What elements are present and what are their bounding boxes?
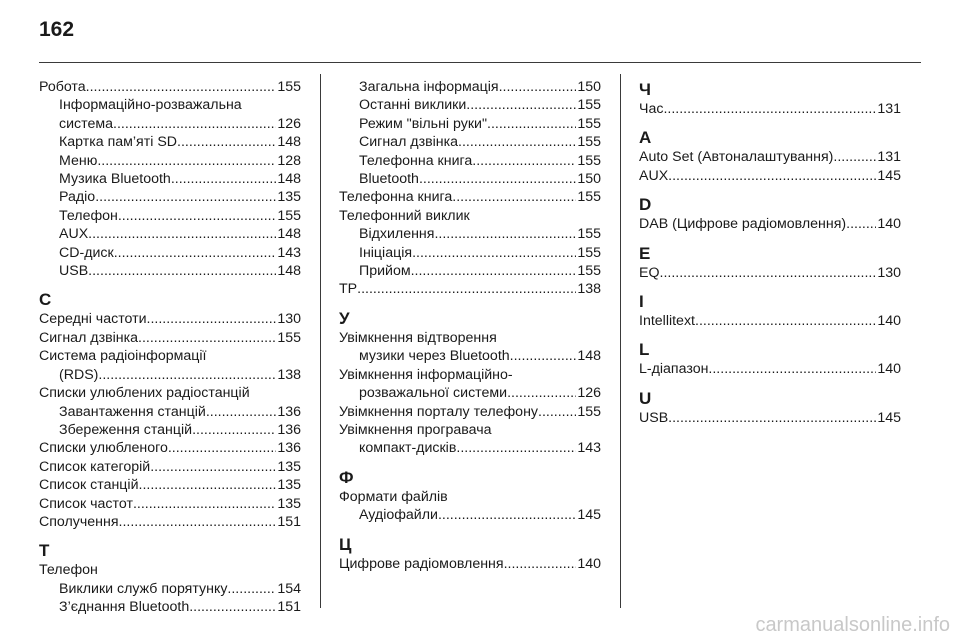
index-entry: TP ..... 138 (339, 280, 601, 298)
index-entry-text: Увімкнення інформаційно- (339, 366, 513, 383)
index-entry: Загальна інформація ..... 150 (339, 78, 601, 96)
index-entry: USB ..... 148 (39, 262, 301, 280)
index-entry: З’єднання Bluetooth ..... 151 (39, 598, 301, 616)
index-entry: Збереження станцій ..... 136 (39, 421, 301, 439)
header-rule (39, 62, 921, 63)
index-entry: Радіо ..... 135 (39, 188, 301, 206)
index-entry: Картка пам’яті SD ..... 148 (39, 133, 301, 151)
index-entry: Аудіофайли ..... 145 (339, 506, 601, 524)
index-entry: Bluetooth ..... 150 (339, 170, 601, 188)
index-entry: Останні виклики ..... 155 (339, 96, 601, 114)
index-entry: (RDS) ..... 138 (39, 366, 301, 384)
index-letter-heading: С (39, 290, 52, 310)
index-entry: система ..... 126 (39, 115, 301, 133)
index-entry: Меню ..... 128 (39, 152, 301, 170)
index-entry: Телефонна книга ..... 155 (339, 152, 601, 170)
index-letter-heading: Ф (339, 467, 354, 487)
index-entry: музики через Bluetooth ..... 148 (339, 347, 601, 365)
column-divider (320, 74, 321, 608)
index-entry: Intellitext ..... 140 (639, 312, 901, 330)
watermark-text: carmanualsonline.info (755, 614, 950, 636)
index-entry-text: Увімкнення відтворення (339, 329, 497, 346)
index-letter-heading: E (639, 243, 651, 263)
index-letter-heading: U (639, 388, 652, 408)
index-letter-heading: У (339, 308, 350, 328)
column-divider (620, 74, 621, 608)
index-entry: Auto Set (Автоналаштування) ..... 131 (639, 148, 901, 166)
index-entry: Робота ..... 155 (39, 78, 301, 96)
index-column-1 (39, 78, 301, 617)
index-letter-heading: Т (39, 541, 50, 561)
index-entry: Режим "вільні руки" ..... 155 (339, 115, 601, 133)
index-entry: Ініціація ..... 155 (339, 244, 601, 262)
index-entry: Телефон ..... 155 (39, 207, 301, 225)
index-column-3 (639, 78, 901, 427)
index-entry-text: Увімкнення програвача (339, 421, 492, 438)
index-entry-text: Система радіоінформації (39, 348, 207, 365)
index-column-2 (339, 78, 601, 573)
index-entry: Відхилення ..... 155 (339, 225, 601, 243)
index-letter-heading: L (639, 340, 650, 360)
index-letter-heading: Ц (339, 534, 352, 554)
index-entry: Сигнал дзвінка ..... 155 (39, 329, 301, 347)
index-entry-text: Інформаційно-розважальна (59, 97, 242, 114)
index-entry: EQ ..... 130 (639, 264, 901, 282)
index-entry: AUX ..... 145 (639, 167, 901, 185)
index-entry-text: Телефон (39, 562, 98, 579)
index-entry: DAB (Цифрове радіомовлення) ..... 140 (639, 215, 901, 233)
index-entry: Списки улюбленого ..... 136 (39, 439, 301, 457)
index-entry: AUX ..... 148 (39, 225, 301, 243)
page-number: 162 (39, 18, 75, 41)
index-entry: Виклики служб порятунку ..... 154 (39, 580, 301, 598)
index-entry: Час ..... 131 (639, 100, 901, 118)
index-entry: Список частот ..... 135 (39, 495, 301, 513)
index-entry-text: Списки улюблених радіостанцій (39, 385, 250, 402)
index-entry: компакт-дисків ..... 143 (339, 439, 601, 457)
index-entry: CD-диск ..... 143 (39, 244, 301, 262)
index-entry: Список станцій ..... 135 (39, 476, 301, 494)
index-entry: розважальної системи ..... 126 (339, 384, 601, 402)
index-entry: Сполучення ..... 151 (39, 513, 301, 531)
index-entry-text: Формати файлів (339, 488, 448, 505)
index-entry: Телефонна книга ..... 155 (339, 188, 601, 206)
index-entry: Сигнал дзвінка ..... 155 (339, 133, 601, 151)
index-entry: Завантаження станцій ..... 136 (39, 403, 301, 421)
index-letter-heading: D (639, 195, 652, 215)
index-entry: Список категорій ..... 135 (39, 458, 301, 476)
index-letter-heading: I (639, 292, 644, 312)
index-letter-heading: Ч (639, 80, 651, 99)
index-entry: Цифрове радіомовлення ..... 140 (339, 555, 601, 573)
index-entry: Музика Bluetooth ..... 148 (39, 170, 301, 188)
index-entry-text: Телефонний виклик (339, 207, 470, 224)
index-entry: L-діапазон ..... 140 (639, 360, 901, 378)
index-letter-heading: A (639, 128, 652, 148)
index-entry: Увімкнення порталу телефону ..... 155 (339, 403, 601, 421)
index-entry: Прийом ..... 155 (339, 262, 601, 280)
index-entry: Середні частоти ..... 130 (39, 310, 301, 328)
index-entry: USB ..... 145 (639, 409, 901, 427)
